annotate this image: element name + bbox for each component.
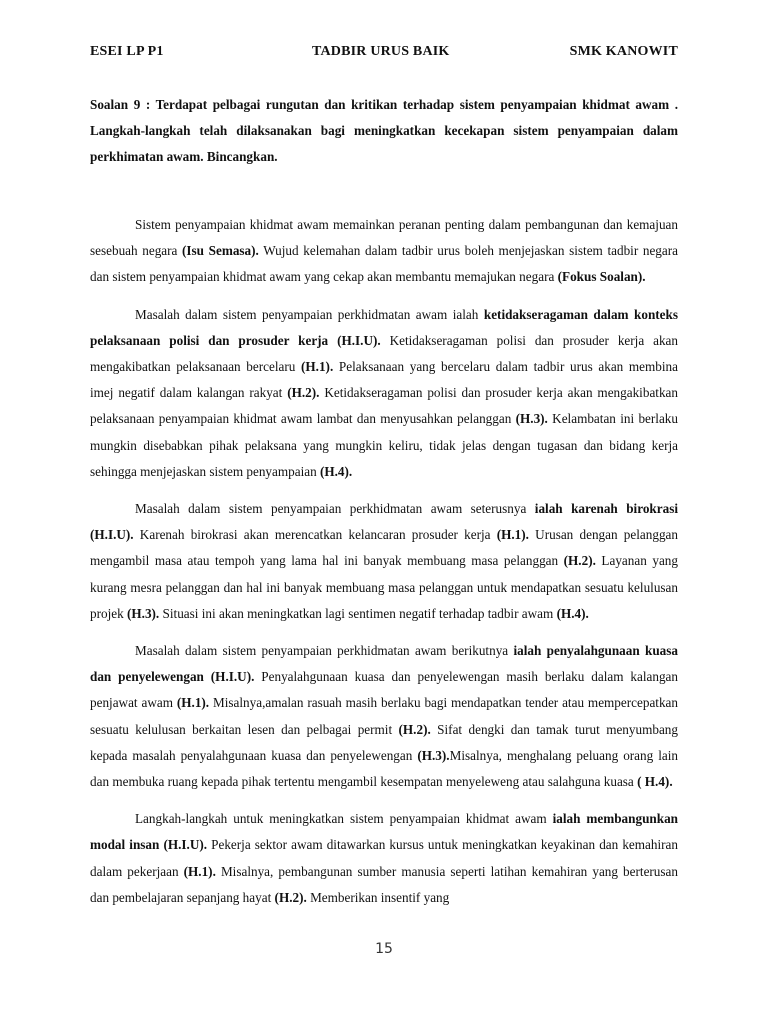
page-number: 15 — [375, 941, 393, 957]
text-run: Memberikan insentif yang — [306, 889, 450, 905]
paragraph-step-1 — [90, 806, 678, 911]
text-run: Karenah birokrasi akan merencatkan kelancaran prosuder kerja — [133, 527, 497, 543]
bold-run: (H.2). — [274, 889, 307, 905]
text-run: Situasi ini akan meningkatkan lagi sentimen negatif terhadap tadbir awam — [159, 605, 557, 621]
text-run: Masalah dalam sistem penyampaian perkhidmatan awam ialah — [135, 306, 484, 322]
text-run: Sifat dengki dan tamak turut menyumbang kepada masalah penyalahgunaan kuasa dan penyelewengan — [90, 721, 678, 763]
bold-run: (H.4). — [556, 605, 589, 621]
header-right-text: SMK KANOWIT — [569, 44, 678, 59]
text-run: Langkah-langkah untuk meningkatkan sistem penyampaian khidmat awam — [135, 811, 553, 827]
bold-run: (Isu Semasa). — [182, 243, 259, 259]
bold-run: (H.2). — [287, 385, 320, 401]
text-run: Misalnya, menghalang peluang orang lain dan membuka ruang kepada pihak tertentu mengambil kesempatan menyeleweng atau salahguna kuasa — [90, 747, 678, 790]
text-run: Masalah dalam sistem penyampaian perkhidmatan awam seterusnya — [135, 501, 535, 517]
bold-run: (H.3). — [515, 411, 548, 427]
header-left-text: ESEI LP P1 — [90, 44, 164, 59]
bold-run: (H.1). — [183, 863, 216, 879]
text-run: Ketidakseragaman polisi dan prosuder kerja akan mengakibatkan pelaksanaan bercelaru — [90, 332, 678, 375]
question-text: Soalan 9 : Terdapat pelbagai rungutan dan kritikan terhadap sistem penyampaian khidmat awam . Langkah-langkah telah dilaksanakan bagi meningkatkan kecekapan sistem penyampaian dalam perkhimatan awam. Bincangkan. — [90, 97, 678, 164]
text-run: Pekerja sektor awam ditawarkan kursus untuk meningkatkan keyakinan dan kemahiran dalam pekerjaan — [90, 837, 678, 879]
bold-run: (H.3). — [417, 747, 450, 763]
essay-body — [90, 212, 678, 922]
bold-run: (H.3). — [127, 605, 160, 621]
paragraph-point-1 — [90, 302, 678, 485]
bold-run: ialah membangunkan modal insan (H.I.U). — [90, 811, 678, 853]
bold-run: ialah penyalahgunaan kuasa dan penyelewengan (H.I.U). — [90, 643, 678, 685]
paragraph-point-2 — [90, 496, 678, 627]
text-run: Penyalahgunaan kuasa dan penyelewengan masih berlaku dalam kalangan penjawat awam — [90, 669, 678, 711]
bold-run: (H.2). — [398, 721, 431, 737]
bold-run: ( H.4). — [637, 774, 673, 790]
bold-run: ketidakseragaman dalam konteks pelaksanaan polisi dan prosuder kerja (H.I.U). — [90, 306, 678, 348]
bold-run: (H.2). — [563, 553, 596, 569]
text-run: Pelaksanaan yang bercelaru dalam tadbir urus akan membina imej negatif dalam kalangan rakyat — [90, 359, 678, 401]
text-run: Wujud kelemahan dalam tadbir urus boleh menjejaskan sistem tadbir negara dan sistem penyampaian khidmat awam yang cekap akan membantu memajukan negara — [90, 243, 678, 285]
text-run: Layanan yang kurang mesra pelanggan dan hal ini banyak membuang masa pelanggan untuk mendapatkan sesuatu kelulusan projek — [90, 553, 678, 621]
bold-run: (H.4). — [319, 463, 353, 479]
paragraph-point-3 — [90, 638, 678, 795]
bold-run: (H.1). — [301, 359, 334, 375]
header-center-text: TADBIR URUS BAIK — [312, 44, 450, 59]
text-run: Misalnya, pembangunan sumber manusia seperti latihan kemahiran yang berterusan dan pembelajaran sepanjang hayat — [90, 863, 678, 905]
bold-run: ialah karenah birokrasi (H.I.U). — [90, 501, 678, 543]
page-header — [90, 44, 678, 64]
text-run: Urusan dengan pelanggan mengambil masa atau tempoh yang lama hal ini banyak membuang masa pelanggan — [90, 527, 678, 569]
bold-run: (Fokus Soalan). — [557, 269, 646, 285]
text-run: Ketidakseragaman polisi dan prosuder kerja akan mengakibatkan pelaksanaan penyampaian khidmat awam lambat dan menyusahkan pelanggan — [90, 385, 678, 427]
paragraph-intro — [90, 212, 678, 291]
text-run: Misalnya,amalan rasuah masih berlaku bagi mendapatkan tender atau mempercepatkan sesuatu kelulusan berkaitan lesen dan pelbagai permit — [90, 695, 678, 737]
text-run: Kelambatan ini berlaku mungkin disebabkan pihak pelaksana yang mungkin keliru, tidak jelas dengan tugasan dan bidang kerja sehingga menjejaskan sistem penyampaian — [90, 411, 678, 479]
text-run: Masalah dalam sistem penyampaian perkhidmatan awam berikutnya — [135, 643, 514, 659]
text-run: Sistem penyampaian khidmat awam memainkan peranan penting dalam pembangunan dan kemajuan sesebuah negara — [90, 217, 678, 259]
bold-run: (H.1). — [176, 695, 210, 711]
bold-run: (H.1). — [496, 527, 529, 543]
